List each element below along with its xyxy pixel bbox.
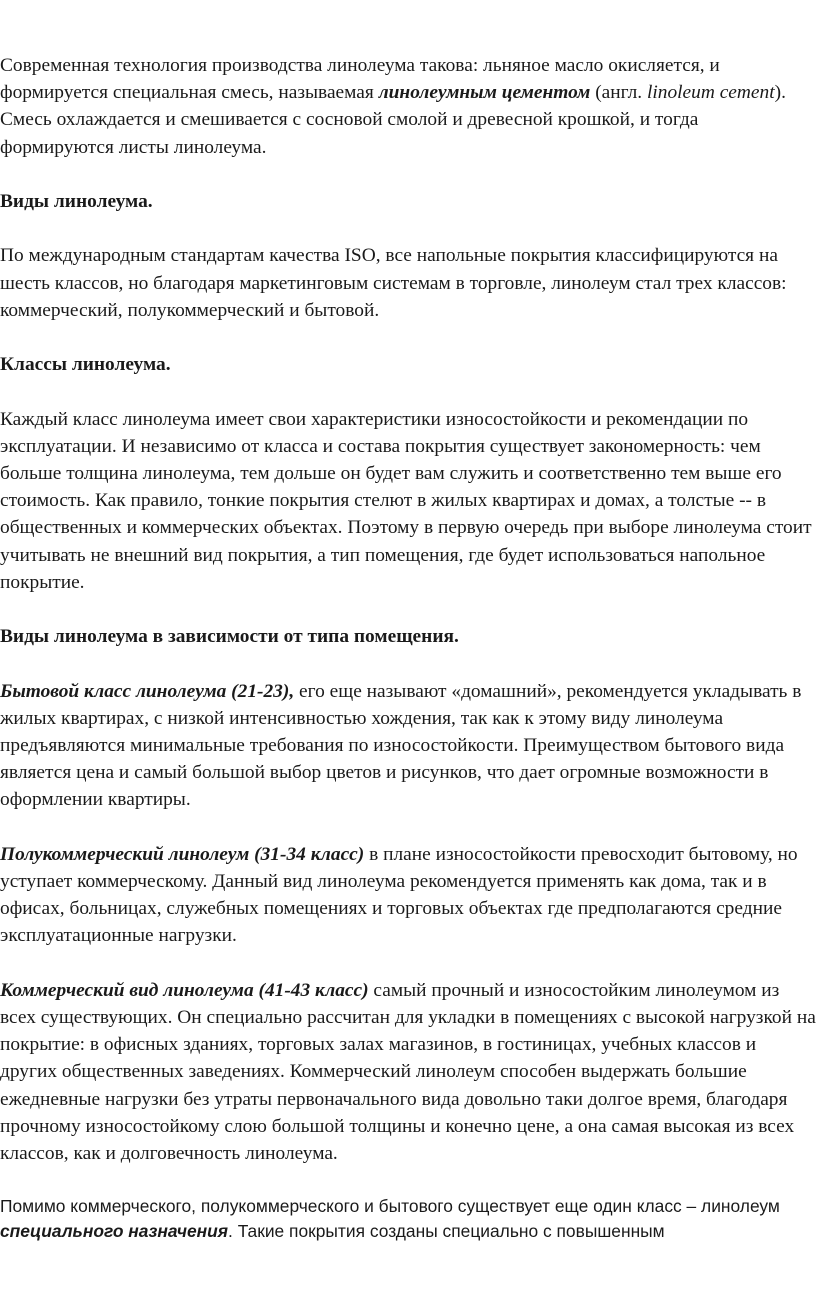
paragraph-household-class	[0, 678, 816, 814]
special-purpose-term: специального назначения	[0, 1221, 229, 1242]
paragraph-text: в плане износостойкости превосходит бытовому, но уступает коммерческому. Данный вид линолеума рекомендуется применять как дома, так и в офисах, больницах, служебных помещениях и торговых объектах где предполагаются средние эксплуатационные нагрузки.	[0, 843, 798, 947]
paragraph-text: Современная технология производства линолеума такова: льняное масло окисляется, и формируется специальная смесь, называемая	[0, 55, 720, 104]
heading-types-by-room: Виды линолеума в зависимости от типа помещения.	[0, 626, 459, 648]
paragraph-linoleum-technology	[0, 52, 816, 161]
paragraph-text: (англ.	[590, 82, 647, 104]
semi-commercial-class-lead: Полукоммерческий линолеум (31-34 класс)	[0, 843, 365, 865]
english-term: linoleum cement	[647, 82, 775, 104]
heading-linoleum-classes: Классы линолеума.	[0, 354, 171, 376]
heading-linoleum-types: Виды линолеума.	[0, 191, 153, 212]
paragraph-iso-classes: По международным стандартам качества ISO, все напольные покрытия классифицируются на шесть классов, но благодаря маркетинговым системам в торговле, линолеум стал трех классов: коммерческий, полукоммерческий и бытовой.	[0, 245, 787, 321]
paragraph-text: ). Смесь охлаждается и смешивается с сосновой смолой и древесной крошкой, и тогда формируются листы линолеума.	[0, 82, 786, 158]
paragraph-text: его еще называют «домашний», рекомендуется укладывать в жилых квартирах, с низкой интенсивностью хождения, так как к этому виду линолеума предъявляются минимальные требования по износостойкости. Преимуществом бытового вида является цена и самый большой выбор цветов и рисунков, что дает огромные возможности в оформлении квартиры.	[0, 680, 802, 811]
paragraph-text: самый прочный и износостойким линолеумом из всех существующих. Он специально рассчитан для укладки в помещениях с высокой нагрузкой на покрытие: в офисных зданиях, торговых залах магазинов, в гостиницах, учебных классов и других общественных заведениях. Коммерческий линолеум способен выдержать большие ежедневные нагрузки без утраты первоначального вида довольно таки долгое время, благодаря прочному износостойкому слою большой толщины и конечно цене, а она самая высокая из всех классов, как и долговечность линолеума.	[0, 979, 816, 1164]
paragraph-text: . Такие покрытия созданы специально с повышенным	[228, 1221, 665, 1242]
paragraph-commercial-class	[0, 977, 816, 1167]
paragraph-semi-commercial-class	[0, 841, 816, 950]
paragraph-text: Помимо коммерческого, полукоммерческого и бытового существует еще один класс – линолеум	[0, 1196, 780, 1217]
emphasis-term: линолеумным цементом	[378, 82, 591, 104]
commercial-class-lead: Коммерческий вид линолеума (41-43 класс)	[0, 979, 369, 1001]
paragraph-class-characteristics: Каждый класс линолеума имеет свои характеристики износостойкости и рекомендации по эксплуатации. И независимо от класса и состава покрытия существует закономерность: чем больше толщина линолеума, тем дольше он будет вам служить и соответственно тем выше его стоимость. Как правило, тонкие покрытия стелют в жилых квартирах и домах, а толстые -- в общественных и коммерческих объектах. Поэтому в первую очередь при выборе линолеума стоит учитывать не внешний вид покрытия, а тип помещения, где будет использоваться напольное покрытие.	[0, 408, 812, 593]
paragraph-special-purpose	[0, 1194, 816, 1244]
document-body	[0, 52, 816, 1272]
household-class-lead: Бытовой класс линолеума (21-23),	[0, 680, 295, 702]
